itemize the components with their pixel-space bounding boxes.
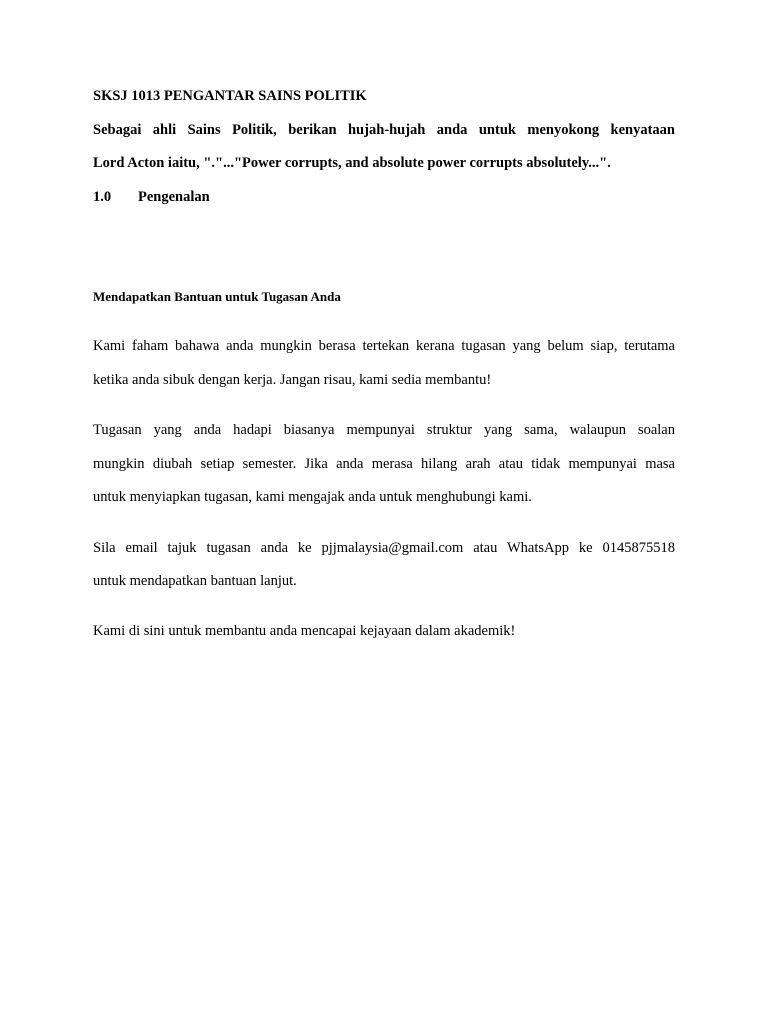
paragraph-1-line-1: Kami faham bahawa anda mungkin berasa tertekan kerana tugasan yang belum siap, terutama: [93, 338, 675, 354]
paragraph-1-line-2: ketika anda sibuk dengan kerja. Jangan risau, kami sedia membantu!: [93, 372, 492, 388]
section-heading: [93, 188, 675, 206]
question-line-2: Lord Acton iaitu, "."..."Power corrupts, and absolute power corrupts absolutely...".: [93, 155, 611, 171]
help-heading: Mendapatkan Bantuan untuk Tugasan Anda: [93, 289, 341, 304]
question-line-1: Sebagai ahli Sains Politik, berikan hujah-hujah anda untuk menyokong kenyataan: [93, 122, 675, 138]
paragraph-4: Kami di sini untuk membantu anda mencapai kejayaan dalam akademik!: [93, 623, 516, 639]
paragraph-3-line-1: Sila email tajuk tugasan anda ke pjjmalaysia@gmail.com atau WhatsApp ke 0145875518: [93, 540, 675, 556]
paragraph-2-line-3: untuk menyiapkan tugasan, kami mengajak anda untuk menghubungi kami.: [93, 489, 532, 505]
paragraph-2-line-2: mungkin diubah setiap semester. Jika anda merasa hilang arah atau tidak mempunyai masa: [93, 456, 675, 472]
course-title: SKSJ 1013 PENGANTAR SAINS POLITIK: [93, 88, 367, 104]
section-number: 1.0: [93, 189, 112, 205]
paragraph-2-line-1: Tugasan yang anda hadapi biasanya mempunyai struktur yang sama, walaupun soalan: [93, 422, 675, 438]
paragraph-3-line-2: untuk mendapatkan bantuan lanjut.: [93, 573, 297, 589]
section-title: Pengenalan: [138, 189, 210, 205]
